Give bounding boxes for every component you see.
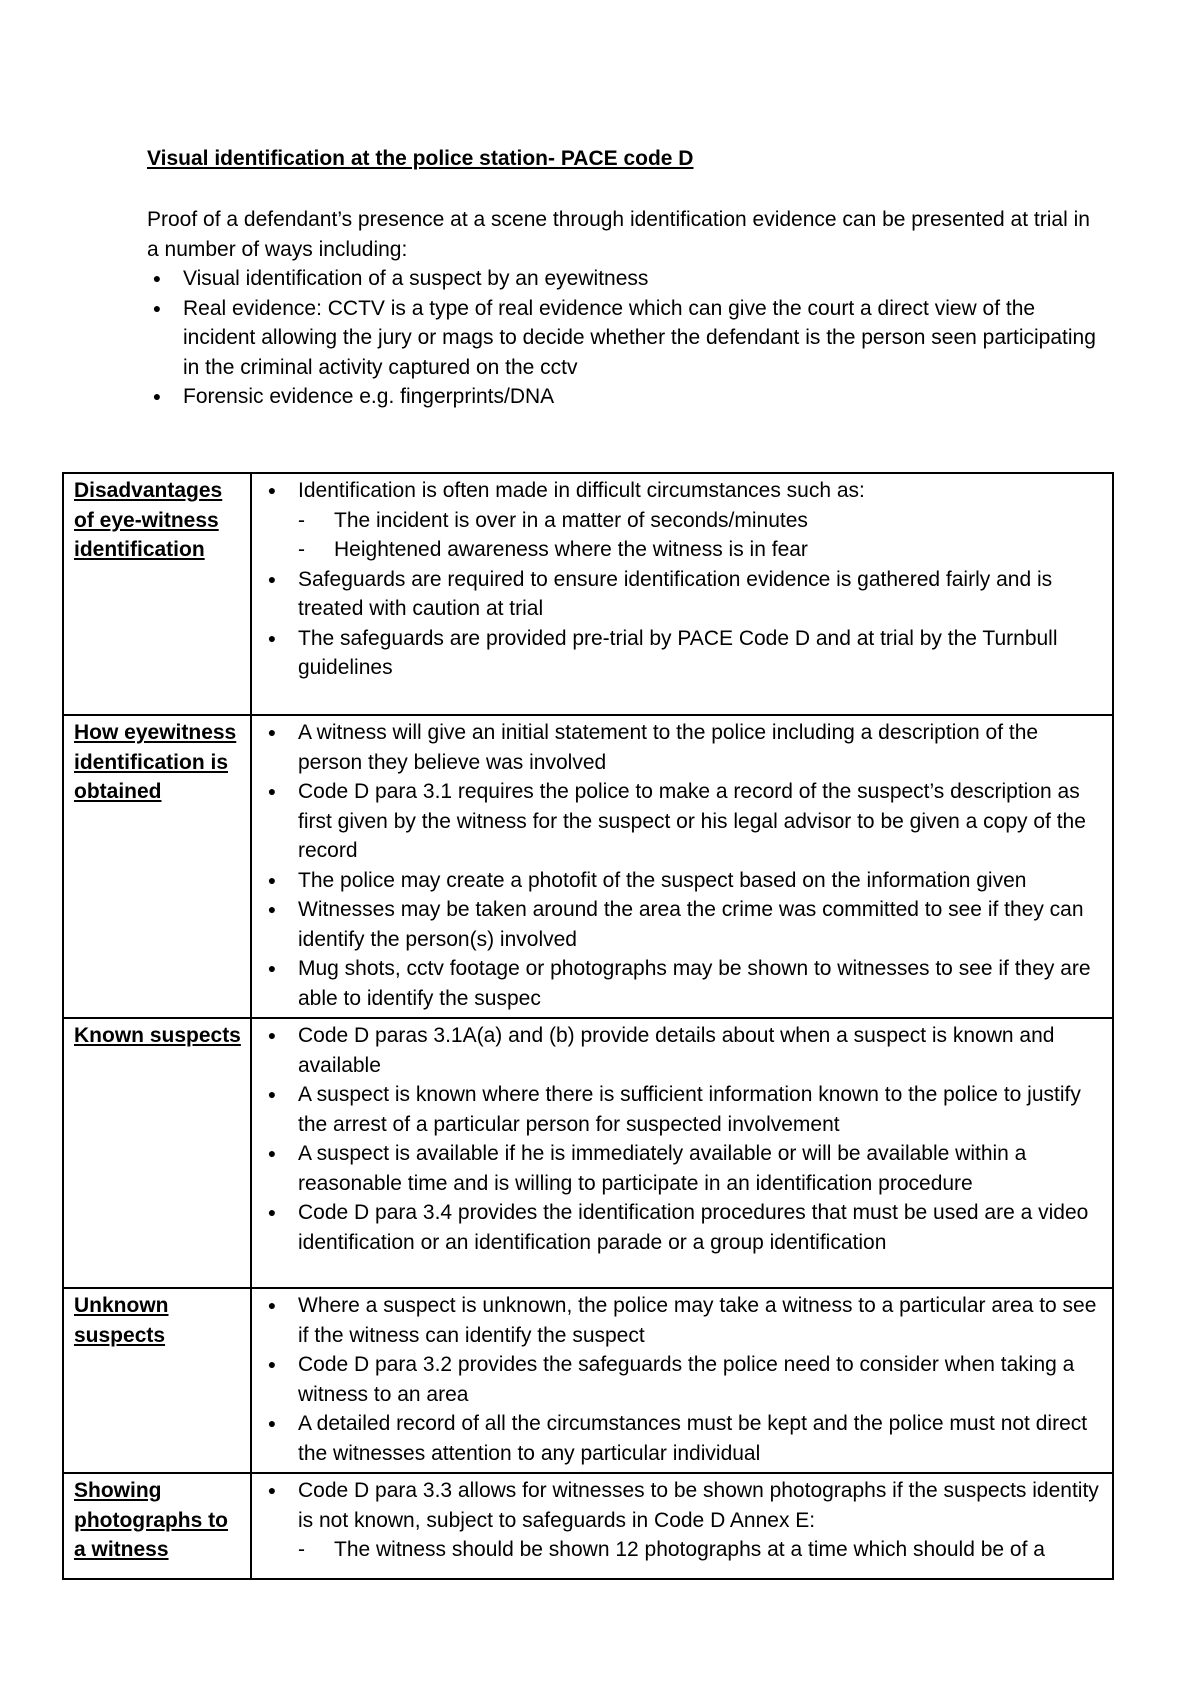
list-item: ● Mug shots, cctv footage or photographs may be shown to witnesses to see if they are able to identify the suspec [262, 954, 1104, 1013]
bullet-icon: ● [267, 570, 277, 587]
sub-list-item: - The witness should be shown 12 photographs at a time which should be of a [262, 1535, 1104, 1565]
row-content [251, 473, 1113, 715]
row-content [251, 1018, 1113, 1288]
list-item: ● A suspect is known where there is sufficient information known to the police to justify the arrest of a particular person for suspected involvement [262, 1080, 1104, 1139]
list-item: ● Code D para 3.3 allows for witnesses to be shown photographs if the suspects identity is not known, subject to safeguards in Code D Annex E: [262, 1476, 1104, 1535]
list-item: ● Real evidence: CCTV is a type of real evidence which can give the court a direct view of the incident allowing the jury or mags to decide whether the defendant is the person seen participating in the criminal activity captured on the cctv [147, 294, 1107, 383]
list-item: ● Code D paras 3.1A(a) and (b) provide details about when a suspect is known and available [262, 1021, 1104, 1080]
list-item: ● Where a suspect is unknown, the police may take a witness to a particular area to see if the witness can identify the suspect [262, 1291, 1104, 1350]
row-heading: Disadvantages of eye-witness identification [63, 473, 251, 715]
list-item: ● The police may create a photofit of the suspect based on the information given [262, 866, 1104, 896]
row-heading: How eyewitness identification is obtained [63, 715, 251, 1018]
table-row [63, 1288, 1113, 1473]
bullet-icon: ● [267, 1297, 277, 1313]
bullet-icon: ● [267, 901, 277, 917]
list-item: ● Visual identification of a suspect by an eyewitness [147, 264, 1107, 294]
list-item: ● A detailed record of all the circumstances must be kept and the police must not direct the witnesses attention to any particular individual [262, 1409, 1104, 1468]
page-title: Visual identification at the police station- PACE code D [147, 147, 694, 170]
list-item: ● Identification is often made in difficult circumstances such as: [262, 476, 1104, 506]
row-heading: Unknown suspects [63, 1288, 251, 1473]
table-row [63, 715, 1113, 1018]
intro-section [147, 205, 1107, 412]
bullet-icon: ● [267, 960, 277, 976]
list-item: ● Witnesses may be taken around the area the crime was committed to see if they can identify the person(s) involved [262, 895, 1104, 954]
dash-icon: - [298, 508, 305, 532]
bullet-icon: ● [267, 724, 277, 740]
intro-paragraph: Proof of a defendant’s presence at a scene through identification evidence can be presented at trial in a number of ways including: [147, 208, 1090, 261]
table-row [63, 473, 1113, 715]
dash-icon: - [298, 1538, 305, 1561]
list-item: ● Code D para 3.1 requires the police to make a record of the suspect’s description as first given by the witness for the suspect or his legal advisor to be given a copy of the record [262, 777, 1104, 866]
bullet-icon: ● [267, 1145, 277, 1161]
table-row [63, 1473, 1113, 1579]
list-item: ● The safeguards are provided pre-trial by PACE Code D and at trial by the Turnbull guidelines [262, 624, 1104, 683]
sub-list-item: - Heightened awareness where the witness is in fear [262, 535, 1104, 565]
bullet-icon: ● [152, 388, 162, 404]
bullet-icon: ● [267, 1482, 277, 1498]
intro-bullet-list [147, 264, 1107, 412]
bullet-icon: ● [267, 871, 277, 888]
row-content [251, 1288, 1113, 1473]
list-item: ● A suspect is available if he is immediately available or will be available within a reasonable time and is willing to participate in an identification procedure [262, 1139, 1104, 1198]
row-content [251, 1473, 1113, 1579]
bullet-icon: ● [267, 1415, 277, 1431]
row-heading: Showing photographs to a witness [63, 1473, 251, 1579]
bullet-icon: ● [152, 270, 162, 286]
sub-list-item: - The incident is over in a matter of seconds/minutes [262, 506, 1104, 536]
row-content [251, 715, 1113, 1018]
list-item: ● A witness will give an initial statement to the police including a description of the person they believe was involved [262, 718, 1104, 777]
bullet-icon: ● [267, 482, 277, 498]
bullet-icon: ● [267, 1356, 277, 1372]
list-item: ● Code D para 3.4 provides the identification procedures that must be used are a video identification or an identification parade or a group identification [262, 1198, 1104, 1257]
bullet-icon: ● [267, 1204, 277, 1220]
table-row [63, 1018, 1113, 1288]
bullet-icon: ● [267, 1027, 277, 1043]
dash-icon: - [298, 538, 305, 561]
bullet-icon: ● [267, 1086, 277, 1102]
list-item: ● Code D para 3.2 provides the safeguards the police need to consider when taking a witness to an area [262, 1350, 1104, 1409]
bullet-icon: ● [267, 783, 277, 799]
row-heading: Known suspects [63, 1018, 251, 1288]
notes-table [62, 472, 1114, 1580]
list-item: ● Forensic evidence e.g. fingerprints/DNA [147, 382, 1107, 412]
bullet-icon: ● [152, 299, 162, 316]
list-item: ● Safeguards are required to ensure identification evidence is gathered fairly and is treated with caution at trial [262, 565, 1104, 624]
bullet-icon: ● [267, 629, 277, 646]
